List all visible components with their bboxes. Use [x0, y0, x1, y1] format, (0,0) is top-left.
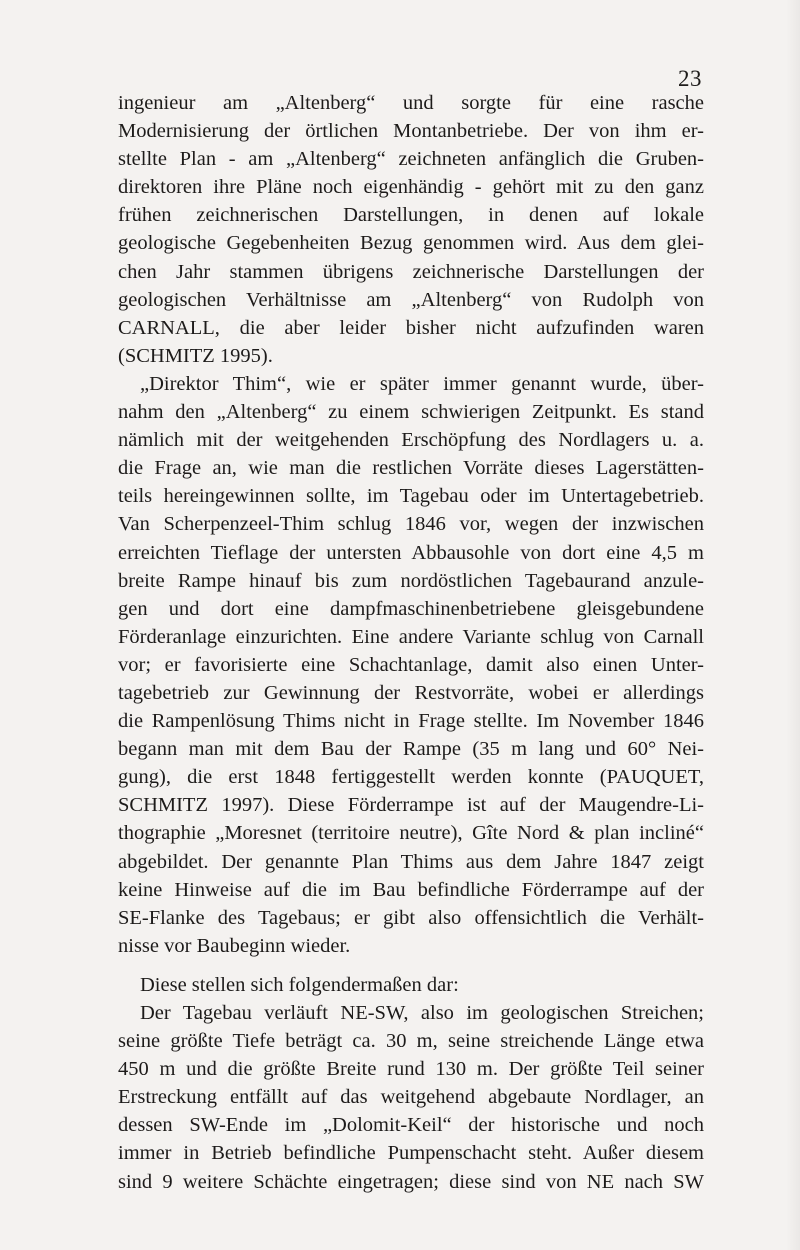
text-line: direktoren ihre Pläne noch eigenhändig - gehört mit zu den ganz	[118, 176, 704, 199]
text-line: geologischen Verhältnisse am „Altenberg“ von Rudolph von	[118, 288, 704, 311]
text-line: CARNALL, die aber leider bisher nicht aufzufinden waren	[118, 316, 704, 339]
text-line: tagebetrieb zur Gewinnung der Restvorräte, wobei er allerdings	[118, 681, 704, 704]
text-line: nahm den „Altenberg“ zu einem schwierigen Zeitpunkt. Es stand	[118, 401, 704, 424]
text-line: seine größte Tiefe beträgt ca. 30 m, seine streichende Länge etwa	[118, 1030, 704, 1053]
paragraph-gap	[118, 960, 704, 971]
text-line: teils hereingewinnen sollte, im Tagebau oder im Untertagebetrieb.	[118, 485, 704, 508]
text-line: thographie „Moresnet (territoire neutre), Gîte Nord & plan incliné“	[118, 822, 704, 845]
text-line: sind 9 weitere Schächte eingetragen; diese sind von NE nach SW	[118, 1170, 704, 1193]
text-line: breite Rampe hinauf bis zum nordöstlichen Tagebaurand anzule-	[118, 569, 704, 592]
text-line: geologische Gegebenheiten Bezug genommen wird. Aus dem glei-	[118, 232, 704, 255]
text-line: immer in Betrieb befindliche Pumpenschacht steht. Außer diesem	[118, 1142, 704, 1165]
text-line: Modernisierung der örtlichen Montanbetriebe. Der von ihm er-	[118, 120, 704, 143]
body-text	[118, 89, 704, 1196]
text-line: chen Jahr stammen übrigens zeichnerische Darstellungen der	[118, 260, 704, 283]
text-line: die Rampenlösung Thims nicht in Frage stellte. Im November 1846	[118, 710, 704, 733]
text-line: stellte Plan - am „Altenberg“ zeichneten anfänglich die Gruben-	[118, 148, 704, 171]
text-line: Diese stellen sich folgendermaßen dar:	[140, 973, 459, 996]
text-line: Förderanlage einzurichten. Eine andere Variante schlug von Carnall	[118, 625, 704, 648]
text-line: ingenieur am „Altenberg“ und sorgte für eine rasche	[118, 92, 704, 114]
text-line: gen und dort eine dampfmaschinenbetriebene gleisgebundene	[118, 597, 704, 620]
text-line: nämlich mit der weitgehenden Erschöpfung des Nordlagers u. a.	[118, 429, 704, 452]
text-line: SCHMITZ 1997). Diese Förderrampe ist auf der Maugendre-Li-	[118, 794, 704, 817]
text-line: abgebildet. Der genannte Plan Thims aus dem Jahre 1847 zeigt	[118, 850, 704, 873]
text-line: Der Tagebau verläuft NE-SW, also im geologischen Streichen;	[140, 1002, 704, 1024]
text-line: 450 m und die größte Breite rund 130 m. Der größte Teil seiner	[118, 1058, 704, 1081]
text-line: (SCHMITZ 1995).	[118, 344, 273, 367]
text-line: nisse vor Baubeginn wieder.	[118, 934, 351, 957]
text-line: Van Scherpenzeel-Thim schlug 1846 vor, wegen der inzwischen	[118, 513, 704, 536]
page-edge-shadow	[786, 0, 800, 1250]
text-line: vor; er favorisierte eine Schachtanlage, damit also einen Unter-	[118, 653, 704, 676]
text-line: dessen SW-Ende im „Dolomit-Keil“ der historische und noch	[118, 1114, 704, 1137]
text-line: SE-Flanke des Tagebaus; er gibt also offensichtlich die Verhält-	[118, 906, 704, 929]
text-line: gung), die erst 1848 fertiggestellt werden konnte (PAUQUET,	[118, 766, 704, 789]
text-line: Erstreckung entfällt auf das weitgehend abgebaute Nordlager, an	[118, 1086, 704, 1109]
text-line: „Direktor Thim“, wie er später immer genannt wurde, über-	[140, 372, 704, 395]
text-line: erreichten Tieflage der untersten Abbausohle von dort eine 4,5 m	[118, 541, 704, 564]
text-line: keine Hinweise auf die im Bau befindliche Förderrampe auf der	[118, 878, 704, 901]
text-line: begann man mit dem Bau der Rampe (35 m lang und 60° Nei-	[118, 738, 704, 761]
page-number: 23	[678, 66, 702, 91]
text-line: frühen zeichnerischen Darstellungen, in denen auf lokale	[118, 204, 704, 227]
text-line: die Frage an, wie man die restlichen Vorräte dieses Lagerstätten-	[118, 457, 704, 480]
